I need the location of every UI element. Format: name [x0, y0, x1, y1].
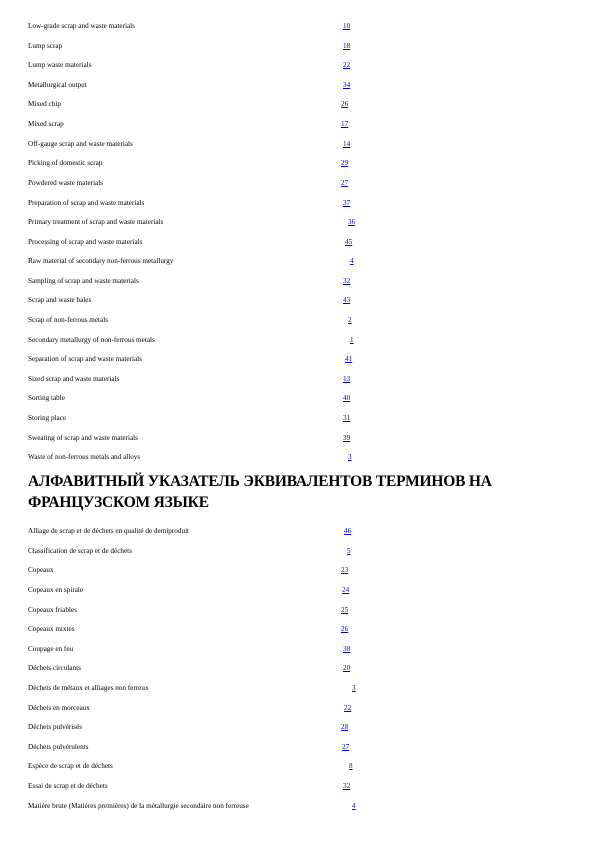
- english-index-entry: [28, 314, 368, 326]
- french-index-entry: [28, 760, 368, 772]
- index-term: Processing of scrap and waste materials: [28, 238, 143, 246]
- index-term: Sweating of scrap and waste materials: [28, 434, 138, 442]
- english-index-entry: [28, 334, 368, 346]
- index-term: Sized scrap and waste materials: [28, 375, 120, 383]
- index-term: Mixed chip: [28, 100, 61, 108]
- french-index-entry: [28, 623, 368, 635]
- term-number-link[interactable]: 40: [343, 394, 351, 402]
- french-index-entry: [28, 643, 368, 655]
- term-number-link[interactable]: 27: [342, 743, 350, 751]
- section-heading-french: АЛФАВИТНЫЙ УКАЗАТЕЛЬ ЭКВИВАЛЕНТОВ ТЕРМИНОВ НА ФРАНЦУЗСКОМ ЯЗЫКЕ: [28, 473, 492, 511]
- term-number-link[interactable]: 31: [343, 414, 351, 422]
- term-number-link[interactable]: 28: [341, 723, 349, 731]
- english-index-entry: [28, 216, 368, 228]
- french-index-entry: [28, 662, 368, 674]
- term-number-link[interactable]: 3: [348, 453, 352, 461]
- french-index-entry: [28, 525, 368, 537]
- index-term: Espèce de scrap et de déchets: [28, 762, 113, 770]
- english-index-entry: [28, 118, 368, 130]
- term-number-link[interactable]: 1: [350, 336, 354, 344]
- term-number-link[interactable]: 14: [343, 140, 351, 148]
- english-index-entry: [28, 236, 368, 248]
- english-index-entry: [28, 197, 368, 209]
- term-number-link[interactable]: 43: [343, 296, 351, 304]
- index-term: Preparation of scrap and waste materials: [28, 199, 145, 207]
- english-index-entry: [28, 59, 368, 71]
- french-index-entry: [28, 564, 368, 576]
- index-term: Sampling of scrap and waste materials: [28, 277, 139, 285]
- index-term: Metallurgical output: [28, 81, 87, 89]
- term-number-link[interactable]: 26: [341, 625, 349, 633]
- term-number-link[interactable]: 34: [343, 81, 351, 89]
- french-index-entry: [28, 604, 368, 616]
- english-index-entry: [28, 138, 368, 150]
- english-index-entry: [28, 432, 368, 444]
- term-number-link[interactable]: 4: [350, 257, 354, 265]
- index-term: Déchets pulvérulents: [28, 743, 89, 751]
- index-term: Scrap and waste bales: [28, 296, 92, 304]
- index-term: Separation of scrap and waste materials: [28, 355, 142, 363]
- index-term: Classification de scrap et de déchets: [28, 547, 132, 555]
- english-index-entry: [28, 177, 368, 189]
- term-number-link[interactable]: 38: [343, 645, 351, 653]
- french-index-entry: [28, 780, 368, 792]
- term-number-link[interactable]: 26: [341, 100, 349, 108]
- index-term: Picking of domestic scrap: [28, 159, 103, 167]
- term-number-link[interactable]: 4: [352, 802, 356, 810]
- term-number-link[interactable]: 45: [345, 238, 353, 246]
- english-index-entry: [28, 275, 368, 287]
- term-number-link[interactable]: 32: [343, 782, 351, 790]
- french-index-entry: [28, 545, 368, 557]
- term-number-link[interactable]: 20: [343, 664, 351, 672]
- index-term: Primary treatment of scrap and waste materials: [28, 218, 164, 226]
- term-number-link[interactable]: 13: [343, 375, 351, 383]
- term-number-link[interactable]: 37: [343, 199, 351, 207]
- english-index-entry: [28, 412, 368, 424]
- index-term: Secondary metallurgy of non-ferrous metals: [28, 336, 155, 344]
- french-index-entry: [28, 800, 368, 812]
- index-term: Raw material of secondary non-ferrous metallurgy: [28, 257, 174, 265]
- term-number-link[interactable]: 24: [342, 586, 350, 594]
- index-term: Matière brute (Matières premières) de la métallurgie secondaire non ferreuse: [28, 802, 249, 810]
- index-term: Sorting table: [28, 394, 65, 402]
- english-index-entry: [28, 255, 368, 267]
- english-index-entry: [28, 392, 368, 404]
- index-term: Copeaux en spirale: [28, 586, 84, 594]
- term-number-link[interactable]: 5: [347, 547, 351, 555]
- english-index-entry: [28, 373, 368, 385]
- index-term: Storing place: [28, 414, 67, 422]
- term-number-link[interactable]: 23: [341, 566, 349, 574]
- index-term: Mixed scrap: [28, 120, 64, 128]
- term-number-link[interactable]: 17: [341, 120, 349, 128]
- english-index-entry: [28, 20, 368, 32]
- index-term: Waste of non-ferrous metals and alloys: [28, 453, 141, 461]
- term-number-link[interactable]: 3: [352, 684, 356, 692]
- index-term: Powdered waste materials: [28, 179, 104, 187]
- index-term: Déchets pulvérisés: [28, 723, 83, 731]
- english-index-entry: [28, 157, 368, 169]
- term-number-link[interactable]: 22: [344, 704, 352, 712]
- index-term: Low-grade scrap and waste materials: [28, 22, 135, 30]
- english-index-entry: [28, 294, 368, 306]
- french-index-entry: [28, 741, 368, 753]
- term-number-link[interactable]: 10: [343, 22, 351, 30]
- french-index-entry: [28, 721, 368, 733]
- index-term: Essai de scrap et de déchets: [28, 782, 108, 790]
- french-index-entry: [28, 682, 368, 694]
- english-index-entry: [28, 353, 368, 365]
- index-term: Copeaux mixtes: [28, 625, 75, 633]
- term-number-link[interactable]: 25: [341, 606, 349, 614]
- index-term: Copeaux: [28, 566, 54, 574]
- index-term: Déchets en morceaux: [28, 704, 90, 712]
- index-term: Alliage de scrap et de déchets en qualité de demiproduit: [28, 527, 190, 535]
- term-number-link[interactable]: 32: [343, 277, 351, 285]
- english-index-entry: [28, 451, 368, 463]
- term-number-link[interactable]: 41: [345, 355, 353, 363]
- index-term: Off-gauge scrap and waste materials: [28, 140, 133, 148]
- index-term: Lump scrap: [28, 42, 63, 50]
- index-term: Copeaux friables: [28, 606, 77, 614]
- index-term: Coupage en feu: [28, 645, 74, 653]
- term-number-link[interactable]: 29: [341, 159, 349, 167]
- term-number-link[interactable]: 36: [348, 218, 356, 226]
- term-number-link[interactable]: 46: [344, 527, 352, 535]
- term-number-link[interactable]: 2: [348, 316, 352, 324]
- english-index-entry: [28, 79, 368, 91]
- english-index-entry: [28, 98, 368, 110]
- term-number-link[interactable]: 27: [341, 179, 349, 187]
- term-number-link[interactable]: 18: [343, 42, 351, 50]
- english-index-entry: [28, 40, 368, 52]
- index-term: Déchets circulants: [28, 664, 81, 672]
- term-number-link[interactable]: 8: [349, 762, 353, 770]
- index-term: Lump waste materials: [28, 61, 92, 69]
- term-number-link[interactable]: 22: [343, 61, 351, 69]
- term-number-link[interactable]: 39: [343, 434, 351, 442]
- index-term: Déchets de métaux et alliages non ferreux: [28, 684, 149, 692]
- index-term: Scrap of non-ferrous metals: [28, 316, 109, 324]
- french-index-entry: [28, 702, 368, 714]
- french-index-entry: [28, 584, 368, 596]
